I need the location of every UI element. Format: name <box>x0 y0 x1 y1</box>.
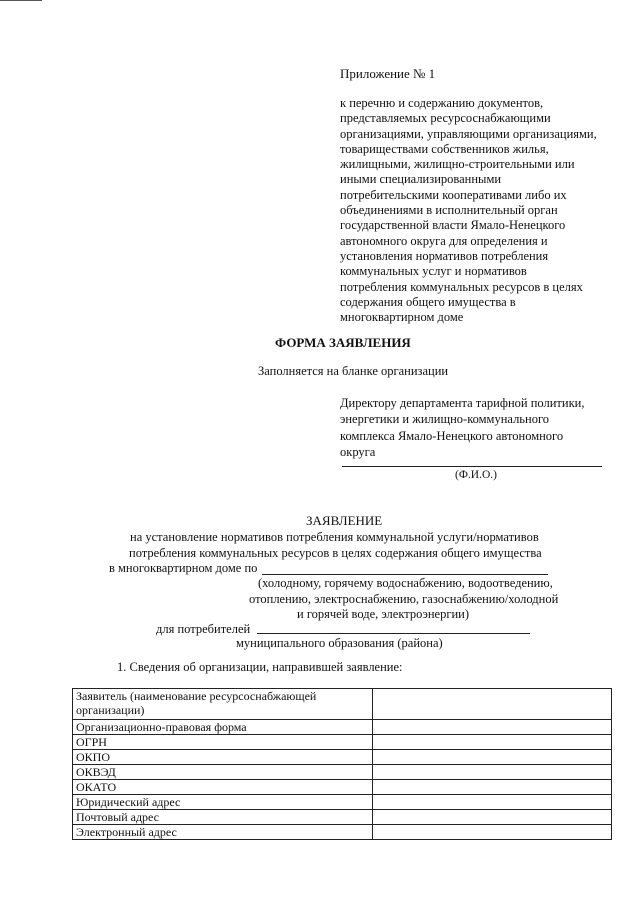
utility-type-fill-line[interactable] <box>262 574 548 575</box>
statement-line: на установление нормативов потребления коммунальной услуги/нормативов <box>130 530 539 544</box>
appendix-line: товариществами собственников жилья, <box>340 141 549 156</box>
table-label-cell: Организационно-правовая форма <box>73 720 373 735</box>
municipality-caption: муниципального образования (района) <box>236 636 443 650</box>
addressee-line: комплекса Ямало-Ненецкого автономного <box>340 428 564 443</box>
page-edge-mark <box>0 0 42 1</box>
statement-line: потребления коммунальных ресурсов в целях содержания общего имущества <box>129 546 542 560</box>
table-value-cell[interactable] <box>372 825 611 840</box>
consumers-label: для потребителей <box>156 622 251 636</box>
table-row <box>73 689 612 720</box>
appendix-line: установления нормативов потребления <box>340 248 549 263</box>
addressee-line: округа <box>340 444 376 459</box>
appendix-line: государственной власти Ямало-Ненецкого <box>340 218 566 233</box>
table-row <box>73 810 612 825</box>
table-value-cell[interactable] <box>372 765 611 780</box>
section-title: 1. Сведения об организации, направившей заявление: <box>117 660 403 674</box>
appendix-line: представляемых ресурсоснабжающими <box>340 111 551 126</box>
fio-fill-line[interactable] <box>342 466 602 467</box>
table-label-cell: Электронный адрес <box>73 825 373 840</box>
table-row <box>73 765 612 780</box>
statement-title: ЗАЯВЛЕНИЕ <box>306 513 383 528</box>
row-label: организации) <box>76 703 145 717</box>
appendix-line: объединениями в исполнительный орган <box>340 203 558 218</box>
table-row <box>73 795 612 810</box>
form-title: ФОРМА ЗАЯВЛЕНИЯ <box>275 335 411 350</box>
fio-caption: (Ф.И.О.) <box>455 469 497 481</box>
table-value-cell[interactable] <box>372 720 611 735</box>
utility-type-hint: и горячей воде, электроэнергии) <box>297 607 470 621</box>
table-label-cell: ОКАТО <box>73 780 373 795</box>
addressee-block <box>340 395 584 460</box>
table-value-cell[interactable] <box>372 810 611 825</box>
appendix-line: коммунальных услуг и нормативов <box>340 264 527 279</box>
row-label: Заявитель (наименование ресурсоснабжающей <box>76 689 317 703</box>
appendix-line: потребительскими кооперативами либо их <box>340 187 567 202</box>
appendix-line: к перечню и содержанию документов, <box>340 96 544 110</box>
appendix-line: автономного округа для определения и <box>340 233 548 248</box>
table-row <box>73 735 612 750</box>
table-label-cell <box>73 689 373 720</box>
table-label-cell: ОКПО <box>73 750 373 765</box>
table-label-cell: Почтовый адрес <box>73 810 373 825</box>
consumers-fill-line[interactable] <box>257 633 530 634</box>
statement-line: в многоквартирном доме по <box>109 561 258 575</box>
table-row <box>73 825 612 840</box>
appendix-line: жилищными, жилищно-строительными или <box>340 157 575 172</box>
letterhead-note: Заполняется на бланке организации <box>258 364 449 378</box>
addressee-line: Директору департамента тарифной политики, <box>340 396 585 410</box>
appendix-title: Приложение № 1 <box>340 66 436 81</box>
table-label-cell: Юридический адрес <box>73 795 373 810</box>
table-row <box>73 720 612 735</box>
table-label-cell: ОКВЭД <box>73 765 373 780</box>
appendix-line: организациями, управляющими организациями, <box>340 126 597 141</box>
appendix-line: содержания общего имущества в <box>340 294 516 309</box>
table-value-cell[interactable] <box>372 795 611 810</box>
table-value-cell[interactable] <box>372 750 611 765</box>
table-value-cell[interactable] <box>372 689 611 720</box>
table-value-cell[interactable] <box>372 780 611 795</box>
table-row <box>73 750 612 765</box>
table-value-cell[interactable] <box>372 735 611 750</box>
addressee-line: энергетики и жилищно-коммунального <box>340 412 550 427</box>
appendix-line: иными специализированными <box>340 172 502 187</box>
appendix-line: многоквартирном доме <box>340 310 464 325</box>
appendix-description <box>340 96 608 325</box>
table-row <box>73 780 612 795</box>
appendix-line: потребления коммунальных ресурсов в целях <box>340 279 583 294</box>
table-label-cell: ОГРН <box>73 735 373 750</box>
organization-table <box>72 688 612 840</box>
utility-type-hint: (холодному, горячему водоснабжению, водоотведению, <box>258 576 553 590</box>
utility-type-hint: отоплению, электроснабжению, газоснабжению/холодной <box>249 592 559 606</box>
